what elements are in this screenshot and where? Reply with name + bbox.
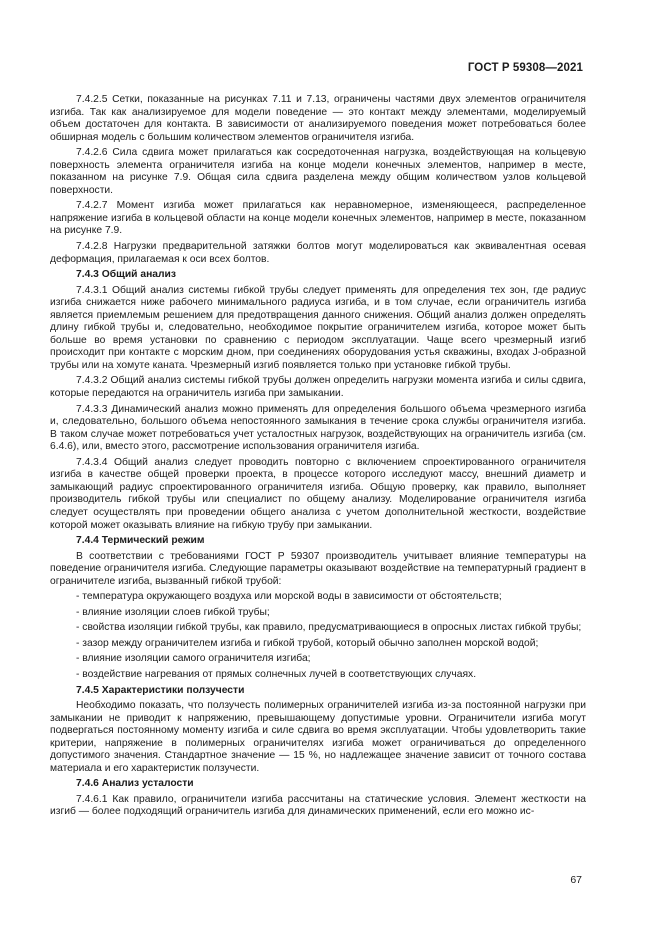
paragraph: 7.4.3.2 Общий анализ системы гибкой трубы должен определить нагрузки момента изгиба и силы сдвига, которые передаются на ограничитель изгиба при замыкании.	[50, 375, 586, 400]
paragraph: 7.4.2.7 Момент изгиба может прилагаться как неравномерное, изменяющееся, распределенное напряжение изгиба в кольцевой области на конце модели конечных элементов, например в месте, показанном на рисунке 7.9.	[50, 200, 586, 237]
section-heading: 7.4.4 Термический режим	[76, 535, 205, 547]
paragraph: 7.4.2.6 Сила сдвига может прилагаться как сосредоточенная нагрузка, воздействующая на кольцевую поверхность элемента ограничителя изгиба на конце модели конечных элементов, например в месте, показанном на рисунке 7.9. Общая сила сдвига разделена между общим количеством узлов кольцевой поверхности.	[50, 147, 586, 196]
paragraph: 7.4.2.8 Нагрузки предварительной затяжки болтов могут моделироваться как эквивалентная осевая деформация, прилагаемая к оси всех болтов.	[50, 241, 586, 265]
list-item: - влияние изоляции самого ограничителя изгиба;	[76, 653, 311, 665]
list-item: - воздействие нагревания от прямых солнечных лучей в соответствующих случаях.	[76, 668, 477, 680]
section-heading: 7.4.6 Анализ усталости	[76, 778, 194, 790]
paragraph: В соответствии с требованиями ГОСТ Р 59307 производитель учитывает влияние температуры на поведение ограничителя изгиба. Следующие параметры оказывают воздействие на температурный градиент в ограничителе изгиба, вызванный гибкой трубой:	[50, 550, 586, 587]
standard-header: ГОСТ Р 59308—2021	[467, 62, 583, 74]
section-heading: 7.4.5 Характеристики ползучести	[76, 684, 245, 696]
paragraph: 7.4.3.4 Общий анализ следует проводить повторно с включением спроектированного ограничителя изгиба в качестве общей проверки проекта, в процессе которого исследуют массу, внешний диаметр и замыкающий радиус спроектированного ограничителя изгиба. Общую проверку, как правило, выполняет производитель гибкой трубы или специалист по общему анализу. Моделирование ограничителя изгиба следует осуществлять при проведении общего анализа с учетом дополнительной жесткости, воздействие которой может оказывать влияние на гибкую трубу при замыкании.	[50, 456, 586, 531]
paragraph: 7.4.6.1 Как правило, ограничители изгиба рассчитаны на статические условия. Элемент жесткости на изгиб — более подходящий ограничитель изгиба для динамических применений, если его можно ис-	[50, 793, 586, 818]
list-item: - зазор между ограничителем изгиба и гибкой трубой, который обычно заполнен морской водой;	[76, 637, 539, 649]
page-number: 67	[570, 874, 582, 886]
list-item: - температура окружающего воздуха или морской воды в зависимости от обстоятельств;	[76, 591, 502, 603]
paragraph: 7.4.3.3 Динамический анализ можно применять для определения большого объема чрезмерного изгиба и, следовательно, большого объема непостоянного замыкания в течение срока службы ограничителя изгиба. В таком случае может потребоваться учет усталостных нагрузок, воздействующих на ограничитель изгиба (см. 6.4.6), или, вместо этого, рассмотрение использования ограничителя изгиба.	[50, 403, 586, 453]
paragraph: 7.4.3.1 Общий анализ системы гибкой трубы следует применять для определения тех зон, где радиус изгиба снижается ниже рабочего минимального радиуса изгиба, и в том случае, если ограничитель изгиба является приемлемым решением для предотвращения данного снижения. Общий анализ должен определять длину гибкой трубы и, следовательно, необходимое покрытие ограничителем изгиба, которое может быть больше во время установки по сравнению с периодом эксплуатации. Чаще всего чрезмерный изгиб происходит при контакте с морским дном, при соединениях оборудования устья скважины, входах J-образной трубы или на хомуте каната. Чрезмерный изгиб появляется только при установке гибкой трубы.	[50, 284, 586, 371]
document-body	[50, 94, 586, 822]
section-heading: 7.4.3 Общий анализ	[76, 269, 177, 281]
list-item: - влияние изоляции слоев гибкой трубы;	[76, 606, 270, 618]
paragraph: Необходимо показать, что ползучесть полимерных ограничителей изгиба из-за постоянной нагрузки при замыкании не приводит к напряжению, превышающему допустимые уровни. Ограничители изгиба могут подвергаться постоянному моменту изгиба и силе сдвига во время эксплуатации. Чтобы удовлетворить такие критерии, напряжение в полимерных ограничителях изгиба может ограничиваться до определенного допустимого значения. Стандартное значение — 15 %, но надлежащее значение зависит от точного состава материала и его характеристик ползучести.	[50, 700, 586, 774]
list-item: - свойства изоляции гибкой трубы, как правило, предусматривающиеся в опросных листах гибкой трубы;	[76, 622, 582, 634]
paragraph: 7.4.2.5 Сетки, показанные на рисунках 7.11 и 7.13, ограничены частями двух элементов ограничителя изгиба. Так как анализируемое для модели поведение — это контакт между элементами, моделируемый объем достаточен для контакта. В зависимости от анализируемого поведения может потребоваться более обширная модель с большим количеством элементов ограничителя изгиба.	[50, 94, 586, 143]
